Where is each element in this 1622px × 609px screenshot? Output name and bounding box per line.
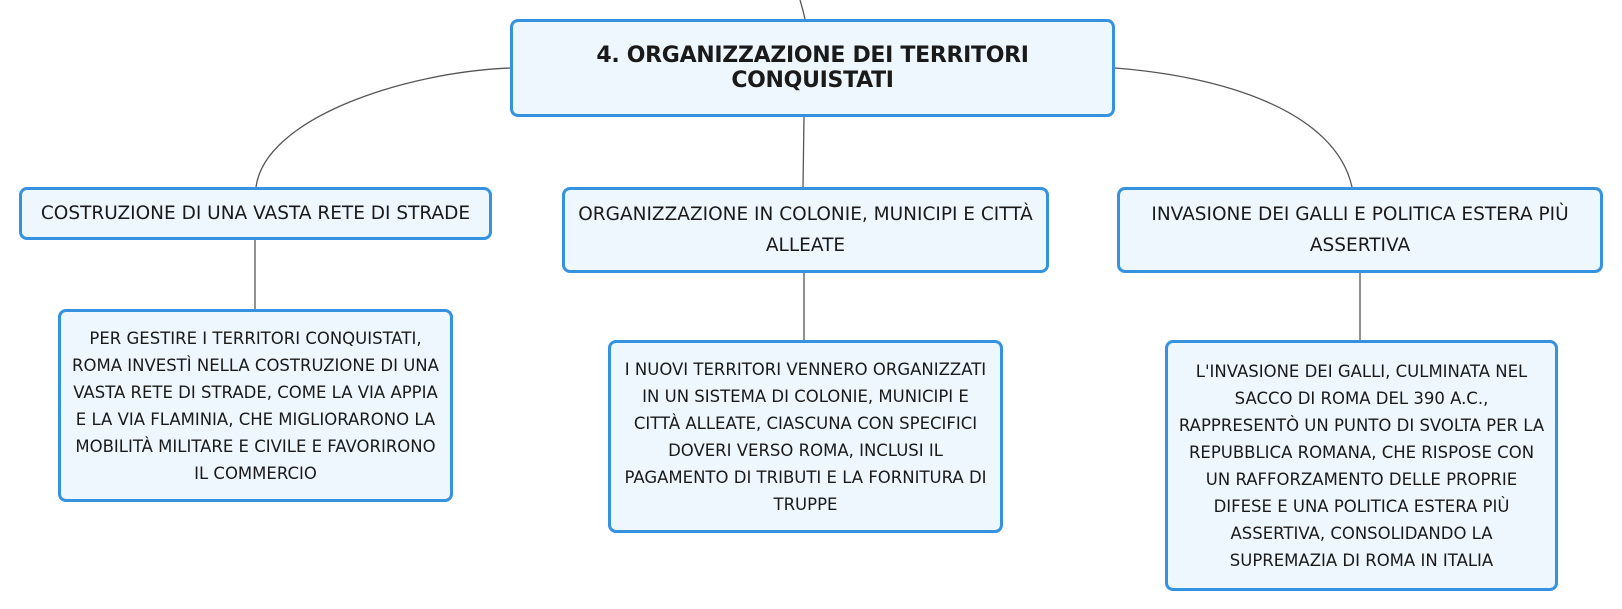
detail-node-gallic-invasion[interactable]: [1165, 340, 1558, 591]
detail-node-text: L'INVASIONE DEI GALLI, CULMINATA NEL SACCO DI ROMA DEL 390 A.C., RAPPRESENTÒ UN PUNTO DI SVOLTA PER LA REPUBBLICA ROMANA, CHE RISPOSE CON UN RAFFORZAMENTO DELLE PROPRIE DIFESE E UNA POLITICA ESTERA PIÙ ASSERTIVA, CONSOLIDANDO LA SUPREMAZIA DI ROMA IN ITALIA: [1178, 361, 1545, 570]
topic-node-label: INVASIONE DEI GALLI E POLITICA ESTERA PIÙ ASSERTIVA: [1151, 204, 1569, 256]
topic-node-label: ORGANIZZAZIONE IN COLONIE, MUNICIPI E CITTÀ ALLEATE: [578, 204, 1033, 256]
detail-node-text: PER GESTIRE I TERRITORI CONQUISTATI, ROMA INVESTÌ NELLA COSTRUZIONE DI UNA VASTA RETE DI STRADE, COME LA VIA APPIA E LA VIA FLAMINIA, CHE MIGLIORARONO LA MOBILITÀ MILITARE E CIVILE E FAVORIRONO IL COMMERCIO: [72, 328, 439, 483]
connector-root-to-topic-3: [1115, 68, 1352, 187]
root-node-label: 4. ORGANIZZAZIONE DEI TERRITORI CONQUISTATI: [596, 43, 1029, 93]
connector-root-to-topic-2: [803, 117, 804, 187]
topic-node-road-network[interactable]: [19, 187, 492, 240]
root-node[interactable]: [510, 19, 1115, 117]
detail-node-road-network[interactable]: [58, 309, 453, 502]
topic-node-gallic-invasion[interactable]: [1117, 187, 1603, 273]
topic-node-colonies-municipia[interactable]: [562, 187, 1049, 273]
connector-root-to-topic-1: [256, 68, 510, 187]
connector-parent-to-root: [800, 0, 805, 19]
detail-node-text: I NUOVI TERRITORI VENNERO ORGANIZZATI IN UN SISTEMA DI COLONIE, MUNICIPI E CITTÀ ALLEATE, CIASCUNA CON SPECIFICI DOVERI VERSO ROMA, INCLUSI IL PAGAMENTO DI TRIBUTI E LA FORNITURA DI TRUPPE: [624, 359, 987, 514]
topic-node-label: COSTRUZIONE DI UNA VASTA RETE DI STRADE: [40, 203, 471, 224]
detail-node-colonies-municipia[interactable]: [608, 340, 1003, 533]
